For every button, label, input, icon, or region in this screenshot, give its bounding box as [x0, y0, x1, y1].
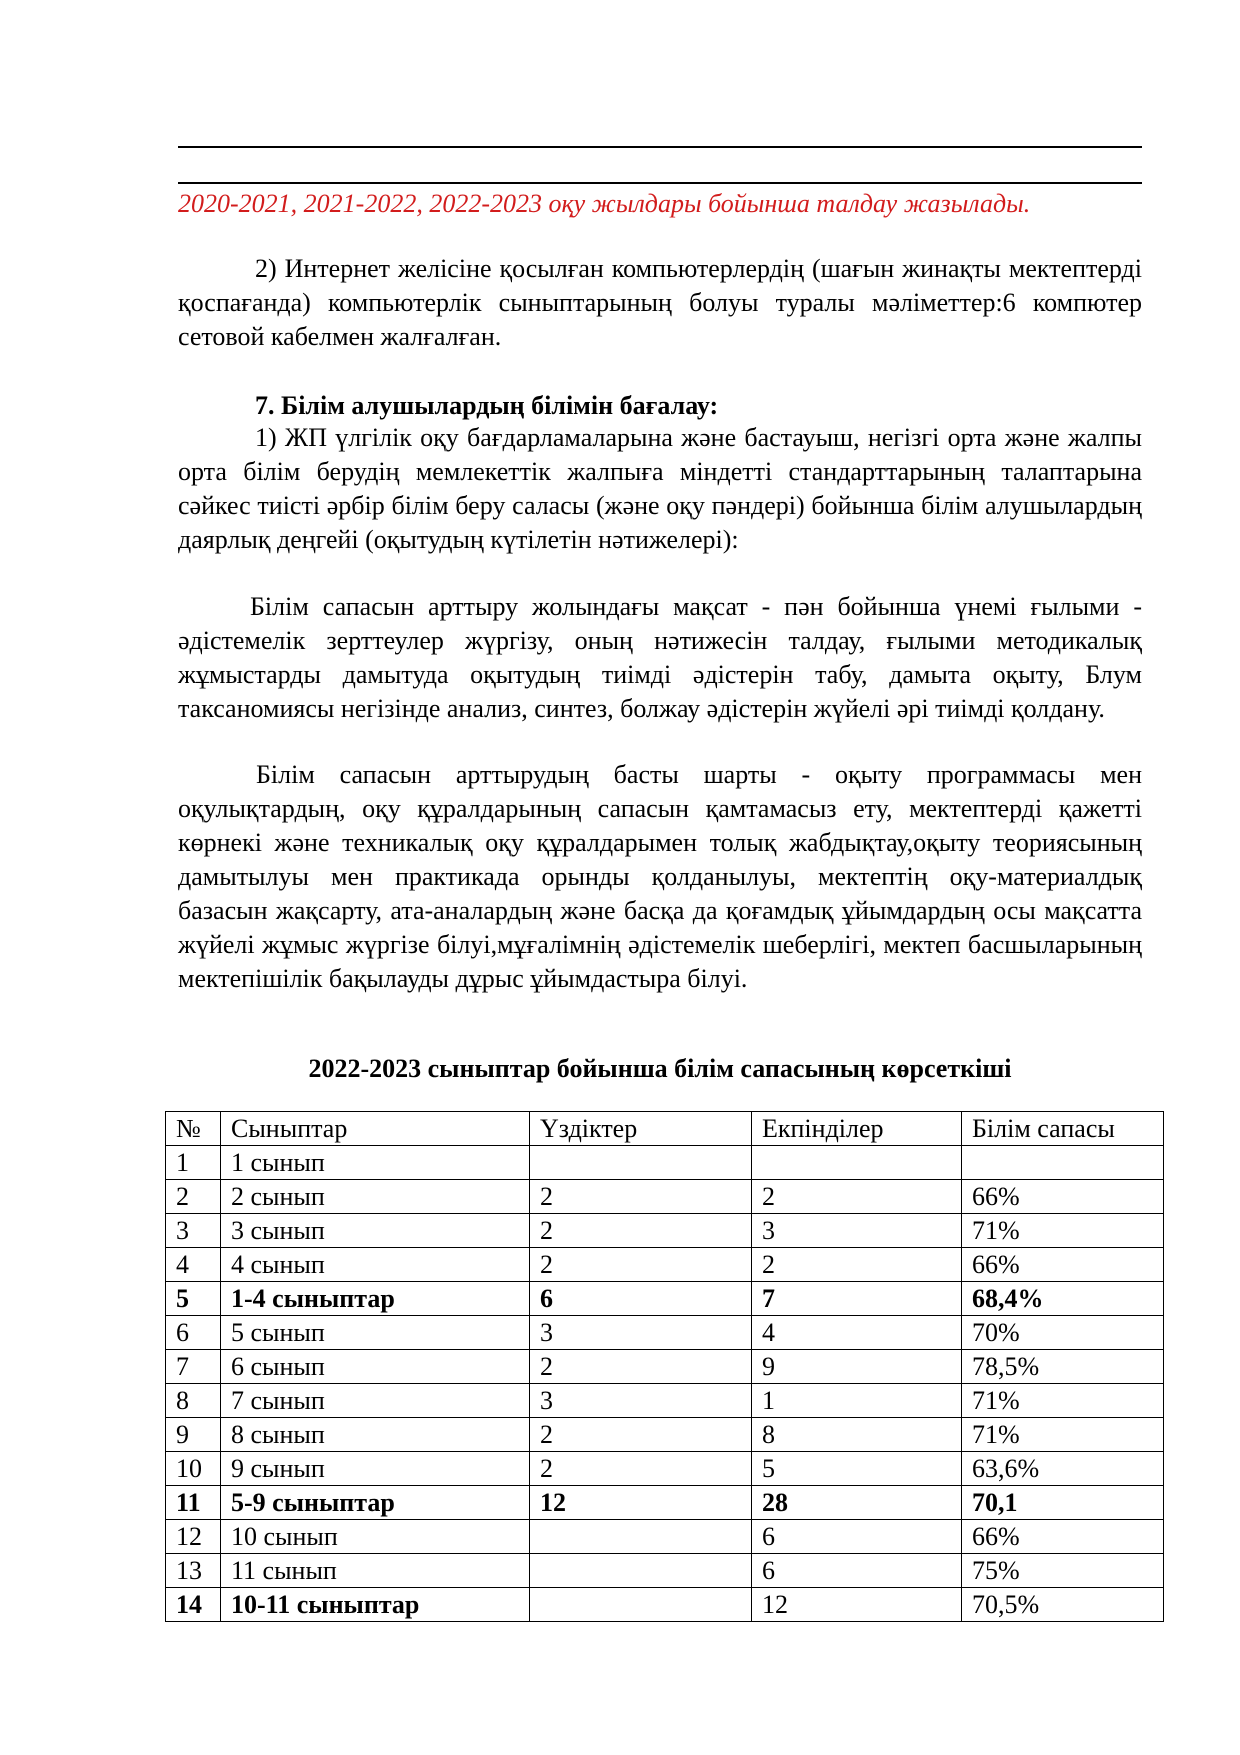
cell-class: 8 сынып — [221, 1418, 530, 1452]
cell-quality — [962, 1146, 1164, 1180]
cell-class: 11 сынып — [221, 1554, 530, 1588]
cell-quality: 75% — [962, 1554, 1164, 1588]
cell-quality: 70% — [962, 1316, 1164, 1350]
cell-excellent — [530, 1554, 752, 1588]
cell-class: 2 сынып — [221, 1180, 530, 1214]
table-subtotal-row — [166, 1588, 1164, 1622]
cell-number: 1 — [166, 1146, 221, 1180]
cell-quality: 66% — [962, 1180, 1164, 1214]
cell-class: 5-9 сыныптар — [221, 1486, 530, 1520]
cell-quality: 70,1 — [962, 1486, 1164, 1520]
table-subtotal-row — [166, 1486, 1164, 1520]
condition-text: Білім сапасын арттырудың басты шарты - оқыту программасы мен оқулықтардың, оқу құралдарының сапасын қамтамасыз ету, мектептерді қажетті көрнекі және техникалық оқу құралдарымен толық жабдықтау,оқыту теориясының дамытылуы мен практикада орынды қолданылуы, мектептің оқу-материалдық базасын жақсарту, ата-аналардың және басқа да қоғамдық ұйымдардың осы мақсатта жүйелі жұмыс жүргізе білуі,мұғалімнің әдістемелік шеберлігі, мектеп басшыларының мектепішілік бақылауды дұрыс ұйымдастыра білуі. — [178, 760, 1142, 993]
goal-text: Білім сапасын арттыру жолындағы мақсат - пән бойынша үнемі ғылыми - әдістемелік зерттеулер жүргізу, оның нәтижесін талдау, ғылыми методикалық жұмыстарды дамытуда оқытудың тиімді әдістерін табу, дамыта оқыту, Блум таксаномиясы негізінде анализ, синтез, болжау әдістерін жүйелі әрі тиімді қолдану. — [178, 592, 1142, 723]
header-excellent: Үздіктер — [530, 1112, 752, 1146]
header-classes: Сыныптар — [221, 1112, 530, 1146]
cell-number: 10 — [166, 1452, 221, 1486]
cell-class: 5 сынып — [221, 1316, 530, 1350]
section-7-heading: 7. Білім алушылардың білімін бағалау: — [255, 391, 719, 420]
cell-excellent: 12 — [530, 1486, 752, 1520]
table-row — [166, 1180, 1164, 1214]
cell-good: 2 — [752, 1248, 962, 1282]
cell-quality: 66% — [962, 1248, 1164, 1282]
cell-class: 3 сынып — [221, 1214, 530, 1248]
table-title: 2022-2023 сыныптар бойынша білім сапасының көрсеткіші — [308, 1054, 1012, 1083]
cell-excellent — [530, 1588, 752, 1622]
cell-class: 10-11 сыныптар — [221, 1588, 530, 1622]
cell-class: 10 сынып — [221, 1520, 530, 1554]
header-good: Екпінділер — [752, 1112, 962, 1146]
table-row — [166, 1146, 1164, 1180]
cell-number: 9 — [166, 1418, 221, 1452]
cell-good: 4 — [752, 1316, 962, 1350]
cell-number: 2 — [166, 1180, 221, 1214]
table-row — [166, 1248, 1164, 1282]
cell-good: 12 — [752, 1588, 962, 1622]
cell-excellent: 3 — [530, 1316, 752, 1350]
cell-excellent: 2 — [530, 1452, 752, 1486]
cell-good: 6 — [752, 1520, 962, 1554]
cell-good: 28 — [752, 1486, 962, 1520]
cell-good: 2 — [752, 1180, 962, 1214]
blank-line-1 — [178, 146, 1142, 148]
table-row — [166, 1316, 1164, 1350]
cell-quality: 71% — [962, 1418, 1164, 1452]
cell-good: 7 — [752, 1282, 962, 1316]
cell-quality: 63,6% — [962, 1452, 1164, 1486]
header-quality: Білім сапасы — [962, 1112, 1164, 1146]
cell-excellent: 2 — [530, 1248, 752, 1282]
header-number: № — [166, 1112, 221, 1146]
table-subtotal-row — [166, 1282, 1164, 1316]
cell-good: 6 — [752, 1554, 962, 1588]
section-7-item-1 — [178, 421, 1142, 557]
cell-number: 12 — [166, 1520, 221, 1554]
cell-quality: 71% — [962, 1384, 1164, 1418]
cell-quality: 68,4% — [962, 1282, 1164, 1316]
cell-number: 14 — [166, 1588, 221, 1622]
cell-number: 11 — [166, 1486, 221, 1520]
quality-table — [165, 1111, 1164, 1622]
cell-excellent — [530, 1520, 752, 1554]
cell-excellent — [530, 1146, 752, 1180]
table-row — [166, 1452, 1164, 1486]
cell-good: 9 — [752, 1350, 962, 1384]
cell-number: 4 — [166, 1248, 221, 1282]
cell-number: 6 — [166, 1316, 221, 1350]
table-row — [166, 1520, 1164, 1554]
table-row — [166, 1554, 1164, 1588]
cell-excellent: 2 — [530, 1180, 752, 1214]
cell-class: 7 сынып — [221, 1384, 530, 1418]
cell-excellent: 2 — [530, 1214, 752, 1248]
condition-paragraph — [178, 758, 1142, 996]
table-row — [166, 1418, 1164, 1452]
cell-number: 7 — [166, 1350, 221, 1384]
table-row — [166, 1350, 1164, 1384]
cell-excellent: 2 — [530, 1418, 752, 1452]
internet-computers-text: 2) Интернет желісіне қосылған компьютерлердің (шағын жинақты мектептерді қоспағанда) компьютерлік сыныптарының болуы туралы мәліметтер:6 компютер сетовой кабелмен жалғалған. — [178, 254, 1142, 351]
cell-good: 3 — [752, 1214, 962, 1248]
cell-class: 1-4 сыныптар — [221, 1282, 530, 1316]
cell-good: 1 — [752, 1384, 962, 1418]
cell-number: 13 — [166, 1554, 221, 1588]
cell-excellent: 3 — [530, 1384, 752, 1418]
cell-quality: 71% — [962, 1214, 1164, 1248]
cell-good: 8 — [752, 1418, 962, 1452]
section-7-item-1-text: 1) ЖП үлгілік оқу бағдарламаларына және бастауыш, негізгі орта және жалпы орта білім берудің мемлекеттік жалпыға міндетті стандарттарының талаптарына сәйкес тиісті әрбір білім беру саласы (және оқу пәндері) бойынша білім алушылардың даярлық деңгейі (оқытудың күтілетін нәтижелері): — [178, 423, 1142, 554]
table-row — [166, 1384, 1164, 1418]
cell-class: 4 сынып — [221, 1248, 530, 1282]
cell-quality: 70,5% — [962, 1588, 1164, 1622]
cell-number: 3 — [166, 1214, 221, 1248]
analysis-note: 2020-2021, 2021-2022, 2022-2023 оқу жылдары бойынша талдау жазылады. — [178, 189, 1031, 218]
cell-excellent: 6 — [530, 1282, 752, 1316]
blank-line-2 — [178, 182, 1142, 184]
cell-good — [752, 1146, 962, 1180]
cell-class: 9 сынып — [221, 1452, 530, 1486]
cell-good: 5 — [752, 1452, 962, 1486]
cell-quality: 78,5% — [962, 1350, 1164, 1384]
cell-class: 1 сынып — [221, 1146, 530, 1180]
cell-number: 8 — [166, 1384, 221, 1418]
table-row — [166, 1214, 1164, 1248]
cell-quality: 66% — [962, 1520, 1164, 1554]
table-header-row — [166, 1112, 1164, 1146]
cell-excellent: 2 — [530, 1350, 752, 1384]
internet-computers-paragraph — [178, 252, 1142, 354]
cell-class: 6 сынып — [221, 1350, 530, 1384]
goal-paragraph — [178, 590, 1142, 726]
cell-number: 5 — [166, 1282, 221, 1316]
